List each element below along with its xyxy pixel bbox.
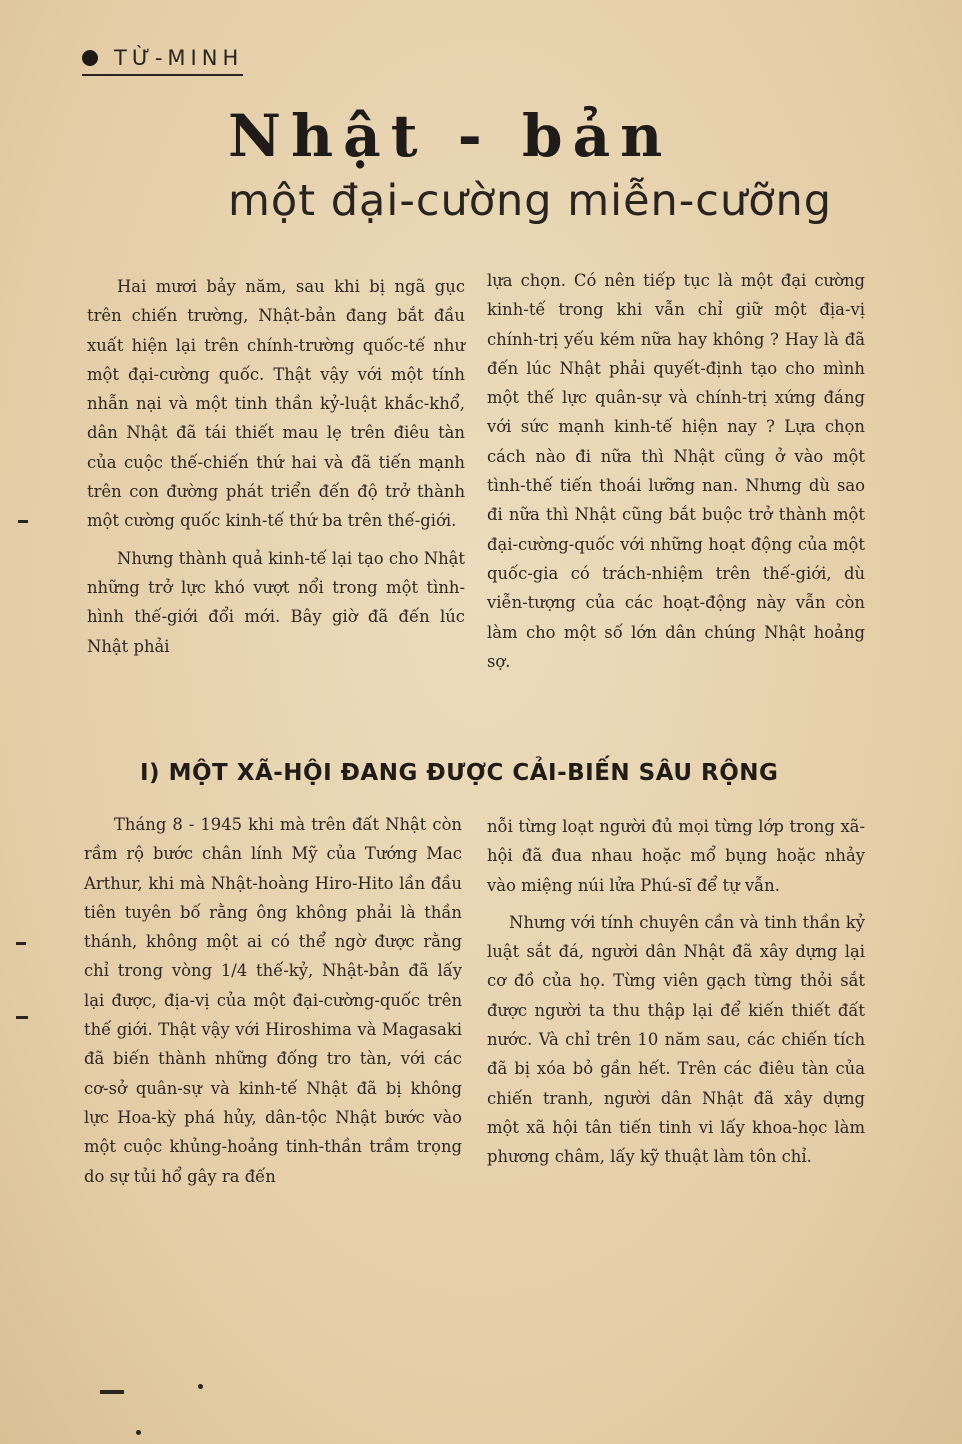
paragraph: Nhưng thành quả kinh-tế lại tạo cho Nhật những trở lực khó vượt nổi trong một tình-hình thế-giới đổi mới. Bây giờ đã đến lúc Nhật phải bbox=[87, 548, 465, 656]
section-column-left bbox=[84, 810, 462, 1199]
article-subtitle: một đại-cường miễn-cưỡng bbox=[228, 176, 833, 226]
article-title: Nhật - bản bbox=[228, 102, 673, 170]
author-byline bbox=[82, 46, 243, 76]
paragraph: Hai mươi bảy năm, sau khi bị ngã gục trên chiến trường, Nhật-bản đang bắt đầu xuất hiện lại trên chính-trường quốc-tế như một đại-cường quốc. Thật vậy với một tính nhẫn nại và một tinh thần kỷ-luật khắc-khổ, dân Nhật đã tái thiết mau lẹ trên điêu tàn của cuộc thế-chiến thứ hai và đã tiến mạnh trên con đường phát triển đến độ trở thành một cường quốc kinh-tế thứ ba trên thế-giới. bbox=[87, 277, 465, 531]
section-column-right bbox=[487, 812, 865, 1180]
margin-mark bbox=[136, 1430, 141, 1435]
margin-mark bbox=[16, 942, 26, 945]
paragraph: nỗi từng loạt người đủ mọi từng lớp trong xã-hội đã đua nhau hoặc mổ bụng hoặc nhảy vào miệng núi lửa Phú-sĩ để tự vẫn. bbox=[487, 817, 865, 895]
paragraph: Nhưng với tính chuyên cần và tinh thần kỷ luật sắt đá, người dân Nhật đã xây dựng lại cơ đồ của họ. Từng viên gạch từng thỏi sắt được người ta thu thập lại để kiến thiết đất nước. Và chỉ trên 10 năm sau, các chiến tích đã bị xóa bỏ gần hết. Trên các điêu tàn của chiến tranh, người dân Nhật đã xây dựng một xã hội tân tiến tinh vi lấy khoa-học làm phương châm, lấy kỹ thuật làm tôn chỉ. bbox=[487, 912, 865, 1167]
margin-mark bbox=[16, 1016, 28, 1019]
paragraph: Tháng 8 - 1945 khi mà trên đất Nhật còn rầm rộ bước chân lính Mỹ của Tướng Mac Arthur, khi mà Nhật-hoàng Hiro-Hito lần đầu tiên tuyên bố rằng ông không phải là thần thánh, không một ai có thể ngờ được rằng chỉ trong vòng 1/4 thế-kỷ, Nhật-bản đã lấy lại được, địa-vị của một đại-cường-quốc trên thế giới. Thật vậy với Hiroshima và Magasaki đã biến thành những đống tro tàn, với các cơ-sở quân-sự và kinh-tế Nhật đã bị không lực Hoa-kỳ phá hủy, dân-tộc Nhật bước vào một cuộc khủng-hoảng tinh-thần trầm trọng do sự tủi hổ gây ra đến bbox=[84, 815, 462, 1186]
author-name: TỪ-MINH bbox=[114, 46, 244, 70]
margin-mark bbox=[18, 520, 28, 523]
section-heading: I) MỘT XÃ-HỘI ĐANG ĐƯỢC CẢI-BIẾN SÂU RỘNG bbox=[140, 760, 779, 786]
bullet-dot-icon bbox=[82, 50, 98, 66]
intro-column-left bbox=[87, 272, 465, 669]
paragraph: lựa chọn. Có nên tiếp tục là một đại cường kinh-tế trong khi vẫn chỉ giữ một địa-vị chính-trị yếu kém nữa hay không ? Hay là đã đến lúc Nhật phải quyết-định tạo cho mình một thế lực quân-sự và chính-trị xứng đáng với sức mạnh kinh-tế hiện nay ? Lựa chọn cách nào đi nữa thì Nhật cũng ở vào một tình-thế tiến thoái lưỡng nan. Nhưng dù sao đi nữa thì Nhật cũng bắt buộc trở thành một đại-cường-quốc với những hoạt động của một quốc-gia có trách-nhiệm trên thế-giới, dù viễn-tượng của các hoạt-động này vẫn còn làm cho một số lớn dân chúng Nhật hoảng sợ. bbox=[487, 271, 865, 671]
margin-mark bbox=[100, 1390, 124, 1394]
intro-column-right bbox=[487, 266, 865, 684]
margin-mark bbox=[198, 1384, 203, 1389]
